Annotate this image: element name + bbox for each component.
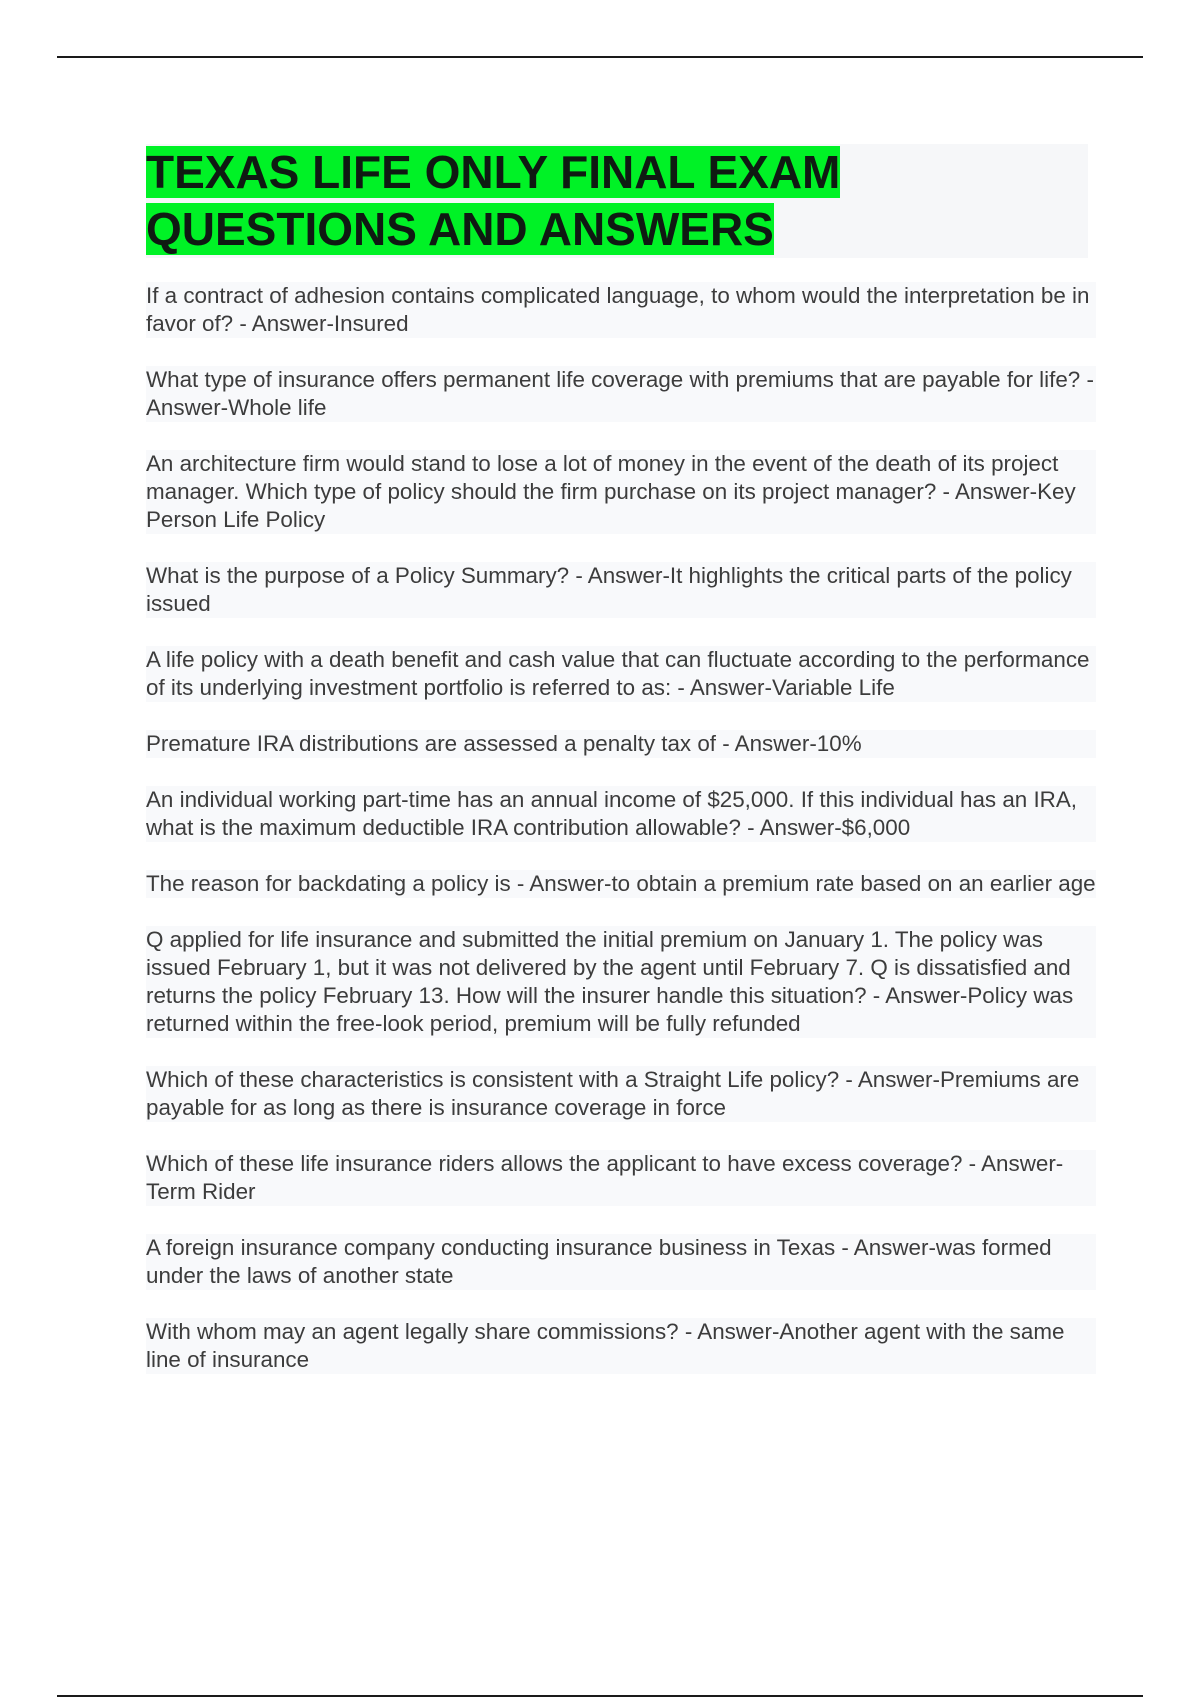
bottom-rule: [57, 1695, 1143, 1697]
qa-item: An architecture firm would stand to lose a lot of money in the event of the death of its project manager. Which type of policy should the firm purchase on its project manager? - Answer-Key Person Life Policy: [146, 450, 1096, 534]
qa-list: [146, 282, 1096, 1402]
qa-item: Which of these life insurance riders allows the applicant to have excess coverage? - Answer-Term Rider: [146, 1150, 1096, 1206]
qa-item: Which of these characteristics is consistent with a Straight Life policy? - Answer-Premiums are payable for as long as there is insurance coverage in force: [146, 1066, 1096, 1122]
qa-item: Premature IRA distributions are assessed a penalty tax of - Answer-10%: [146, 730, 1096, 758]
top-rule: [57, 56, 1143, 58]
qa-item: The reason for backdating a policy is - Answer-to obtain a premium rate based on an earlier age: [146, 871, 1096, 896]
document-title: [146, 144, 946, 258]
qa-item: What type of insurance offers permanent life coverage with premiums that are payable for life? - Answer-Whole life: [146, 366, 1096, 422]
qa-item: Q applied for life insurance and submitted the initial premium on January 1. The policy was issued February 1, but it was not delivered by the agent until February 7. Q is dissatisfied and returns the policy February 13. How will the insurer handle this situation? - Answer-Policy was returned within the free-look period, premium will be fully refunded: [146, 926, 1096, 1038]
title-line-2: QUESTIONS AND ANSWERS: [146, 203, 774, 255]
qa-item: An individual working part-time has an annual income of $25,000. If this individual has an IRA, what is the maximum deductible IRA contribution allowable? - Answer-$6,000: [146, 786, 1096, 842]
qa-item: What is the purpose of a Policy Summary? - Answer-It highlights the critical parts of the policy issued: [146, 562, 1096, 618]
title-line-1: TEXAS LIFE ONLY FINAL EXAM: [146, 146, 841, 198]
qa-item: A life policy with a death benefit and cash value that can fluctuate according to the performance of its underlying investment portfolio is referred to as: - Answer-Variable Life: [146, 646, 1096, 702]
qa-item: If a contract of adhesion contains complicated language, to whom would the interpretation be in favor of? - Answer-Insured: [146, 282, 1096, 338]
title-block: [146, 144, 1088, 258]
qa-item: With whom may an agent legally share commissions? - Answer-Another agent with the same line of insurance: [146, 1318, 1096, 1374]
qa-item: A foreign insurance company conducting insurance business in Texas - Answer-was formed under the laws of another state: [146, 1234, 1096, 1290]
